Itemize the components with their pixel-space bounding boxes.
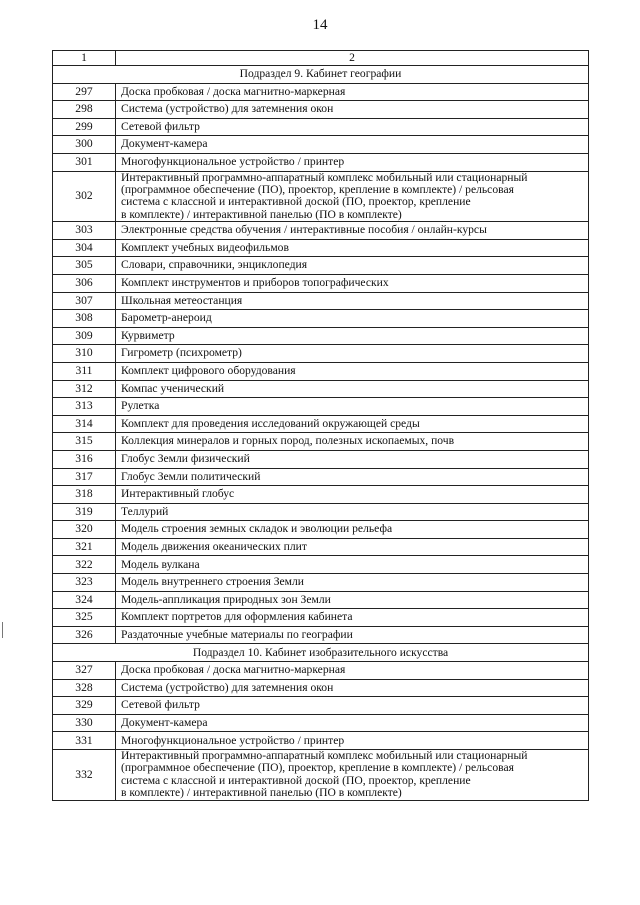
- item-number: 304: [53, 239, 116, 257]
- table-row: [53, 714, 589, 732]
- item-number: 307: [53, 292, 116, 310]
- item-description: Словари, справочники, энциклопедия: [116, 257, 589, 275]
- item-description: Рулетка: [116, 398, 589, 416]
- section-title: Подраздел 10. Кабинет изобразительного искусства: [53, 644, 589, 662]
- table-row: [53, 468, 589, 486]
- item-number: 303: [53, 222, 116, 240]
- item-number: 325: [53, 609, 116, 627]
- header-col-1: 1: [53, 51, 116, 66]
- header-row: [53, 51, 589, 66]
- table-row: [53, 556, 589, 574]
- table-row: [53, 257, 589, 275]
- item-number: 320: [53, 521, 116, 539]
- item-number: 313: [53, 398, 116, 416]
- item-description: Модель строения земных складок и эволюции рельефа: [116, 521, 589, 539]
- section-title: Подраздел 9. Кабинет географии: [53, 66, 589, 84]
- table-row: [53, 503, 589, 521]
- item-description: Глобус Земли физический: [116, 450, 589, 468]
- table-row: [53, 662, 589, 680]
- table-row: [53, 679, 589, 697]
- item-description: Курвиметр: [116, 327, 589, 345]
- item-description: Теллурий: [116, 503, 589, 521]
- item-description: Комплект инструментов и приборов топографических: [116, 274, 589, 292]
- table-row: [53, 450, 589, 468]
- item-number: 328: [53, 679, 116, 697]
- item-number: 329: [53, 697, 116, 715]
- item-number: 314: [53, 415, 116, 433]
- description-line: система с классной и интерактивной доской (ПО, проектор, крепление: [121, 773, 471, 787]
- item-number: 315: [53, 433, 116, 451]
- item-number: 298: [53, 101, 116, 119]
- item-number: 327: [53, 662, 116, 680]
- item-description: Раздаточные учебные материалы по географии: [116, 626, 589, 644]
- table-row: [53, 171, 589, 222]
- table-row: [53, 591, 589, 609]
- item-number: 318: [53, 486, 116, 504]
- item-number: 321: [53, 538, 116, 556]
- table-row: [53, 274, 589, 292]
- item-number: 308: [53, 310, 116, 328]
- item-description: Интерактивный глобус: [116, 486, 589, 504]
- table-row: [53, 327, 589, 345]
- table-row: [53, 101, 589, 119]
- table-row: [53, 380, 589, 398]
- item-number: 299: [53, 118, 116, 136]
- table-row: [53, 136, 589, 154]
- item-number: 310: [53, 345, 116, 363]
- item-description: Многофункциональное устройство / принтер: [116, 153, 589, 171]
- item-description: Электронные средства обучения / интерактивные пособия / онлайн-курсы: [116, 222, 589, 240]
- table-row: [53, 239, 589, 257]
- header-col-2: 2: [116, 51, 589, 66]
- description-line: (программное обеспечение (ПО), проектор, крепление в комплекте) / рельсовая: [121, 182, 514, 196]
- item-number: 319: [53, 503, 116, 521]
- table-row: [53, 521, 589, 539]
- item-number: 323: [53, 574, 116, 592]
- table-row: [53, 433, 589, 451]
- item-number: 331: [53, 732, 116, 750]
- item-number: 311: [53, 362, 116, 380]
- description-line: (программное обеспечение (ПО), проектор, крепление в комплекте) / рельсовая: [121, 761, 514, 775]
- table-row: [53, 486, 589, 504]
- table-row: [53, 345, 589, 363]
- item-number: 330: [53, 714, 116, 732]
- item-description: Документ-камера: [116, 136, 589, 154]
- item-number: 316: [53, 450, 116, 468]
- item-description: Коллекция минералов и горных пород, полезных ископаемых, почв: [116, 433, 589, 451]
- item-description: [116, 171, 589, 222]
- item-description: Модель движения океанических плит: [116, 538, 589, 556]
- item-description: Комплект цифрового оборудования: [116, 362, 589, 380]
- item-description: Модель внутреннего строения Земли: [116, 574, 589, 592]
- item-description: Сетевой фильтр: [116, 118, 589, 136]
- description-line: Интерактивный программно-аппаратный комплекс мобильный или стационарный: [121, 171, 528, 184]
- item-description: Модель вулкана: [116, 556, 589, 574]
- item-description: Документ-камера: [116, 714, 589, 732]
- item-description: Комплект для проведения исследований окружающей среды: [116, 415, 589, 433]
- item-number: 317: [53, 468, 116, 486]
- item-description: Доска пробковая / доска магнитно-маркерная: [116, 83, 589, 101]
- table-row: [53, 574, 589, 592]
- item-description: Компас ученический: [116, 380, 589, 398]
- section-row: [53, 644, 589, 662]
- item-number: 305: [53, 257, 116, 275]
- description-line: в комплекте) / интерактивной панелью (ПО в комплекте): [121, 207, 402, 221]
- table-row: [53, 732, 589, 750]
- table-row: [53, 398, 589, 416]
- equipment-table: [52, 50, 589, 801]
- table-row: [53, 750, 589, 801]
- description-line: Интерактивный программно-аппаратный комплекс мобильный или стационарный: [121, 749, 528, 762]
- item-number: 302: [53, 171, 116, 222]
- table-row: [53, 609, 589, 627]
- page-number: 14: [312, 17, 328, 33]
- description-line: система с классной и интерактивной доской (ПО, проектор, крепление: [121, 195, 471, 209]
- item-description: Комплект портретов для оформления кабинета: [116, 609, 589, 627]
- table-row: [53, 118, 589, 136]
- item-number: 300: [53, 136, 116, 154]
- item-number: 297: [53, 83, 116, 101]
- item-description: Школьная метеостанция: [116, 292, 589, 310]
- item-description: Глобус Земли политический: [116, 468, 589, 486]
- description-line: в комплекте) / интерактивной панелью (ПО в комплекте): [121, 786, 402, 800]
- item-number: 324: [53, 591, 116, 609]
- item-description: Система (устройство) для затемнения окон: [116, 679, 589, 697]
- item-number: 326: [53, 626, 116, 644]
- table-row: [53, 83, 589, 101]
- item-description: Сетевой фильтр: [116, 697, 589, 715]
- table-row: [53, 538, 589, 556]
- table-row: [53, 697, 589, 715]
- item-description: Доска пробковая / доска магнитно-маркерная: [116, 662, 589, 680]
- item-number: 301: [53, 153, 116, 171]
- item-number: 322: [53, 556, 116, 574]
- item-number: 332: [53, 750, 116, 801]
- table-row: [53, 292, 589, 310]
- item-description: Комплект учебных видеофильмов: [116, 239, 589, 257]
- table-body: [53, 51, 589, 801]
- margin-mark: [2, 622, 3, 638]
- item-number: 309: [53, 327, 116, 345]
- item-description: Барометр-анероид: [116, 310, 589, 328]
- table-row: [53, 415, 589, 433]
- table-row: [53, 362, 589, 380]
- item-number: 312: [53, 380, 116, 398]
- item-description: Модель-аппликация природных зон Земли: [116, 591, 589, 609]
- table-row: [53, 310, 589, 328]
- table-row: [53, 222, 589, 240]
- item-description: Многофункциональное устройство / принтер: [116, 732, 589, 750]
- item-description: Гигрометр (психрометр): [116, 345, 589, 363]
- table-row: [53, 153, 589, 171]
- table-row: [53, 626, 589, 644]
- item-description: [116, 750, 589, 801]
- item-description: Система (устройство) для затемнения окон: [116, 101, 589, 119]
- item-number: 306: [53, 274, 116, 292]
- section-row: [53, 66, 589, 84]
